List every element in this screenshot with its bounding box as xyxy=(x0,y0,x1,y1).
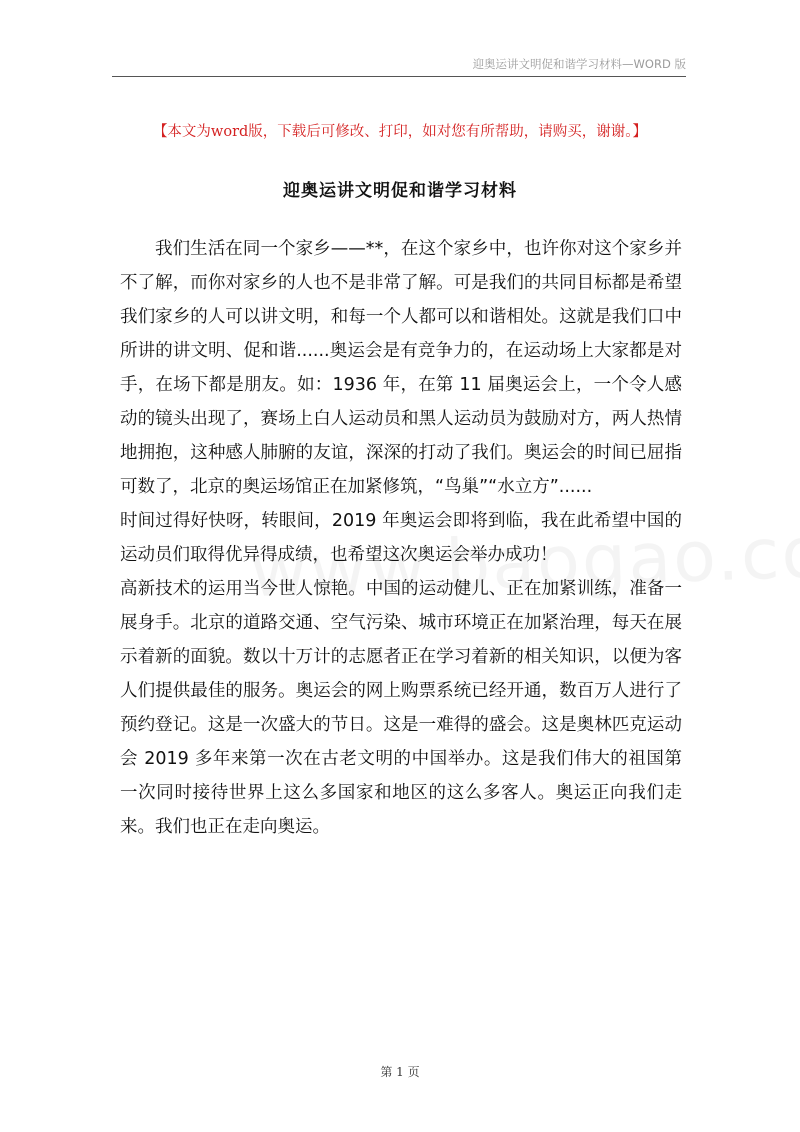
running-header-title: 迎奥运讲文明促和谐学习材料—WORD 版 xyxy=(472,57,686,71)
page-number: 第 1 页 xyxy=(380,1065,420,1079)
paragraph-3: 高新技术的运用当今世人惊艳。中国的运动健儿、正在加紧训练，准备一展身手。北京的道路交通、空气污染、城市环境正在加紧治理，每天在展示着新的面貌。数以十万计的志愿者正在学习着新的相关知识，以便为客人们提供最佳的服务。奥运会的网上购票系统已经开通，数百万人进行了预约登记。这是一次盛大的节日。这是一难得的盛会。这是奥林匹克运动会 2019 多年来第一次在古老文明的中国举办。这是我们伟大的祖国第一次同时接待世界上这么多国家和地区的这么多客人。奥运正向我们走来。我们也正在走向奥运。 xyxy=(120,579,682,837)
purchase-notice: 【本文为word版，下载后可修改、打印，如对您有所帮助，请购买，谢谢。】 xyxy=(152,124,648,140)
document-title: 迎奥运讲文明促和谐学习材料 xyxy=(283,181,517,201)
page-header xyxy=(112,50,686,77)
paragraph-2: 时间过得好快呀，转眼间，2019 年奥运会即将到临，我在此希望中国的运动员们取得优异得成绩，也希望这次奥运会举办成功！ xyxy=(120,511,682,565)
document-body xyxy=(120,232,682,844)
paragraph-1: 我们生活在同一个家乡——**，在这个家乡中，也许你对这个家乡并不了解，而你对家乡的人也不是非常了解。可是我们的共同目标都是希望我们家乡的人可以讲文明，和每一个人都可以和谐相处。这就是我们口中所讲的讲文明、促和谐......奥运会是有竞争力的，在运动场上大家都是对手，在场下都是朋友。如：1936 年，在第 11 届奥运会上，一个令人感动的镜头出现了，赛场上白人运动员和黑人运动员为鼓励对方，两人热情地拥抱，这种感人肺腑的友谊，深深的打动了我们。奥运会的时间已屈指可数了，北京的奥运场馆正在加紧修筑，“鸟巢”“水立方”...... xyxy=(120,239,682,497)
